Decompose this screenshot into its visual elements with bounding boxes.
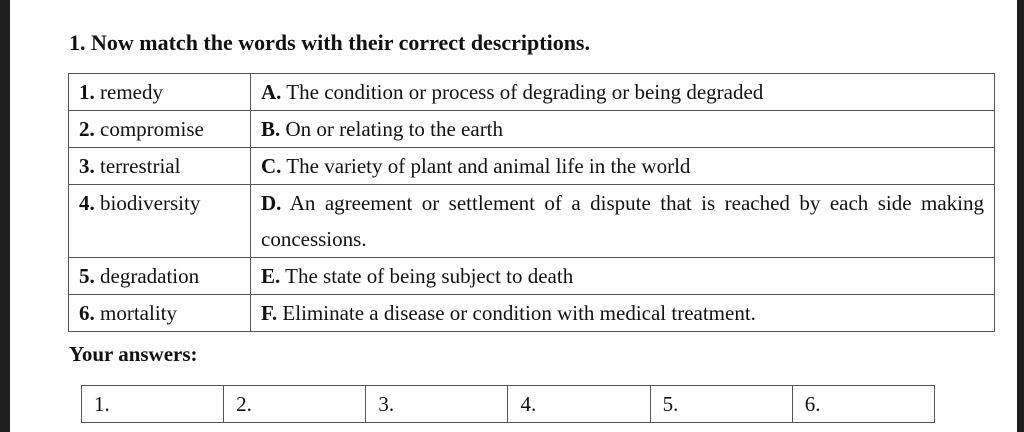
table-row <box>69 185 995 258</box>
word-cell <box>69 74 251 111</box>
description-cell <box>251 185 995 258</box>
word-text: mortality <box>100 301 177 325</box>
word-cell <box>69 185 251 258</box>
description-cell <box>251 111 995 148</box>
matching-table <box>68 73 995 332</box>
table-row <box>69 258 995 295</box>
description-text: An agreement or settlement of a dispute that is reached by each side making concessions. <box>261 191 984 251</box>
description-letter: D. <box>261 191 282 215</box>
word-text: terrestrial <box>100 154 181 178</box>
word-cell <box>69 258 251 295</box>
word-number: 5. <box>79 264 95 288</box>
description-text: Eliminate a disease or condition with medical treatment. <box>282 301 756 325</box>
answer-slot-2[interactable]: 2. <box>224 386 366 423</box>
answer-slot-4[interactable]: 4. <box>508 386 650 423</box>
description-text: The state of being subject to death <box>285 264 574 288</box>
word-number: 1. <box>79 80 95 104</box>
answer-slot-6[interactable]: 6. <box>792 386 934 423</box>
table-row <box>69 295 995 332</box>
answer-slot-5[interactable]: 5. <box>650 386 792 423</box>
answers-table <box>81 385 935 423</box>
description-cell <box>251 258 995 295</box>
description-letter: E. <box>261 264 281 288</box>
description-letter: C. <box>261 154 282 178</box>
right-edge-bar <box>1017 0 1024 432</box>
exercise-heading: 1. Now match the words with their correct descriptions. <box>69 30 590 55</box>
word-text: degradation <box>100 264 200 288</box>
description-text: The condition or process of degrading or being degraded <box>286 80 764 104</box>
word-number: 6. <box>79 301 95 325</box>
table-row <box>69 111 995 148</box>
description-letter: A. <box>261 80 282 104</box>
description-text: On or relating to the earth <box>285 117 504 141</box>
word-text: compromise <box>100 117 204 141</box>
description-cell <box>251 295 995 332</box>
description-letter: B. <box>261 117 281 141</box>
word-number: 4. <box>79 191 95 215</box>
table-row <box>69 74 995 111</box>
word-cell <box>69 148 251 185</box>
word-cell <box>69 295 251 332</box>
answers-row <box>82 386 935 423</box>
description-text: The variety of plant and animal life in the world <box>286 154 691 178</box>
word-number: 2. <box>79 117 95 141</box>
word-text: biodiversity <box>100 191 201 215</box>
description-letter: F. <box>261 301 278 325</box>
left-edge-bar <box>0 0 10 432</box>
table-row <box>69 148 995 185</box>
description-cell <box>251 148 995 185</box>
answers-label: Your answers: <box>69 342 198 366</box>
word-text: remedy <box>100 80 163 104</box>
word-cell <box>69 111 251 148</box>
description-cell <box>251 74 995 111</box>
answer-slot-1[interactable]: 1. <box>82 386 224 423</box>
word-number: 3. <box>79 154 95 178</box>
answer-slot-3[interactable]: 3. <box>366 386 508 423</box>
